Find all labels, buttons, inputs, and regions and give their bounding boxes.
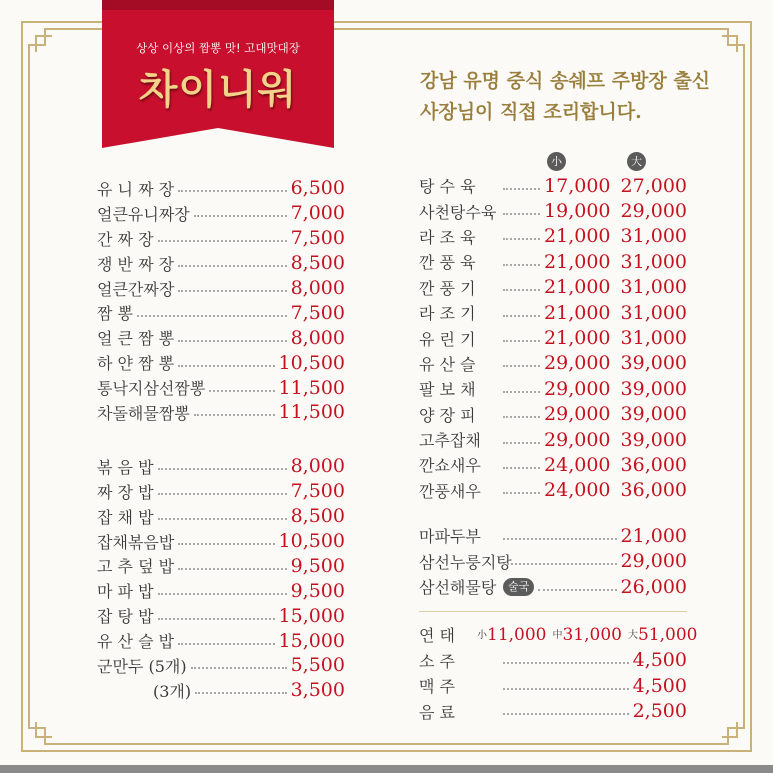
item-price: 8,000	[290, 455, 345, 478]
item-price: 6,500	[290, 177, 345, 200]
item-price: 3,500	[290, 679, 345, 702]
dot-leader	[503, 213, 540, 215]
dot-leader	[503, 340, 540, 342]
dish-item	[419, 173, 687, 198]
menu-item	[97, 678, 345, 703]
item-price: 15,000	[278, 629, 345, 652]
dot-leader	[503, 238, 540, 240]
item-price: 9,500	[290, 554, 345, 577]
dot-leader	[178, 643, 274, 645]
item-name: 통낙지삼선짬뽕	[97, 379, 206, 399]
item-price: 7,500	[290, 480, 345, 503]
dish-large-price: 39,000	[620, 428, 687, 451]
dish-item	[419, 452, 687, 477]
dish-large-price: 31,000	[620, 301, 687, 324]
item-name: 쟁 반 짜 장	[97, 254, 175, 274]
dot-leader	[194, 414, 275, 416]
menu-item	[97, 325, 345, 350]
dot-leader	[503, 264, 540, 266]
dish-small-price: 21,000	[544, 327, 611, 350]
yeontae-small-label: 小	[477, 630, 487, 642]
item-name: 고 추 덮 밥	[97, 557, 175, 577]
menu-item	[419, 648, 687, 673]
item-price: 26,000	[620, 575, 687, 598]
tagline: 상상 이상의 짬뽕 맛! 고대맛대장	[136, 41, 300, 55]
dot-leader	[191, 667, 287, 669]
intro-line-2: 사장님이 직접 조리합니다.	[420, 101, 642, 123]
size-large-badge: 大	[627, 152, 646, 171]
size-header	[419, 151, 687, 173]
menu-item	[419, 673, 687, 698]
item-name: 얼큰유니짜장	[97, 204, 190, 224]
size-small-badge: 小	[547, 152, 566, 171]
dish-large-price: 31,000	[620, 327, 687, 350]
item-price: 7,500	[290, 301, 345, 324]
menu-item	[97, 276, 345, 301]
dish-large-price: 31,000	[620, 225, 687, 248]
item-price: 11,500	[278, 376, 345, 399]
item-name: 마파두부	[419, 527, 481, 547]
dot-leader	[503, 713, 629, 715]
dish-large-price: 36,000	[620, 479, 687, 502]
dish-large-price: 31,000	[620, 276, 687, 299]
yeontae-small-price: 11,000	[487, 624, 547, 645]
menu-item	[419, 548, 687, 573]
dish-item	[419, 224, 687, 249]
menu-item	[97, 251, 345, 276]
dish-name: 깐풍새우	[419, 481, 481, 501]
right-menu	[419, 151, 698, 724]
dot-leader	[503, 315, 540, 317]
item-name: 차돌해물짬뽕	[97, 403, 190, 423]
dish-item	[419, 198, 687, 223]
dot-leader	[194, 215, 287, 217]
dish-small-price: 21,000	[544, 250, 611, 273]
dish-item	[419, 325, 687, 350]
menu-item	[97, 553, 345, 578]
item-name: 짜 장 밥	[97, 482, 154, 502]
item-name: 마 파 밥	[97, 582, 154, 602]
menu-item	[97, 176, 345, 201]
rice-list	[97, 454, 345, 703]
dish-small-price: 24,000	[544, 453, 611, 476]
yeontae-medium-price: 31,000	[562, 624, 622, 645]
menu-item	[97, 300, 345, 325]
item-name: 얼 큰 짬 뽕	[97, 329, 175, 349]
item-price: 9,500	[290, 579, 345, 602]
yeontae-medium-label: 中	[552, 630, 563, 642]
item-name: 간 짜 장	[97, 229, 154, 249]
restaurant-name: 차이니워	[138, 66, 298, 113]
dot-leader	[178, 365, 274, 367]
dot-leader	[503, 467, 540, 469]
dish-small-price: 24,000	[544, 479, 611, 502]
item-name: 짬 뽕	[97, 304, 133, 324]
special-list	[419, 523, 687, 599]
menu-item	[97, 226, 345, 251]
dot-leader	[195, 692, 286, 694]
yeontae-large-label: 大	[627, 630, 638, 642]
item-name: 잡 채 밥	[97, 507, 154, 527]
menu-item	[419, 523, 687, 548]
dot-leader	[503, 289, 540, 291]
item-price: 15,000	[278, 604, 345, 627]
dot-leader	[503, 492, 540, 494]
item-price: 5,500	[290, 654, 345, 677]
menu-item	[97, 603, 345, 628]
menu-item	[97, 375, 345, 400]
dot-leader	[158, 618, 275, 620]
dish-item	[419, 427, 687, 452]
dot-leader	[158, 493, 287, 495]
dot-leader	[158, 468, 287, 470]
dish-item	[419, 275, 687, 300]
dish-large-price: 29,000	[620, 200, 687, 223]
drink-list	[419, 648, 687, 724]
menu-item	[97, 400, 345, 425]
dish-large-price: 39,000	[620, 377, 687, 400]
item-price: 21,000	[620, 524, 687, 547]
dot-leader	[503, 538, 617, 540]
item-price: 4,500	[632, 649, 687, 672]
item-price: 8,500	[290, 505, 345, 528]
item-name: 소 주	[419, 651, 455, 671]
dish-name: 유 산 슬	[419, 354, 476, 374]
item-price: 8,000	[290, 326, 345, 349]
dish-small-price: 19,000	[544, 200, 611, 223]
dish-small-price: 29,000	[544, 403, 611, 426]
dish-small-price: 29,000	[544, 377, 611, 400]
dish-name: 팔 보 채	[419, 380, 476, 400]
item-name: 잡 탕 밥	[97, 607, 154, 627]
yeontae-large-price: 51,000	[637, 624, 698, 645]
dish-small-price: 21,000	[544, 225, 611, 248]
dot-leader	[178, 340, 287, 342]
dish-item	[419, 300, 687, 325]
dish-item	[419, 351, 687, 376]
menu-item	[419, 698, 687, 723]
item-price: 7,000	[290, 202, 345, 225]
menu-item	[97, 578, 345, 603]
dish-name: 양 장 피	[419, 405, 476, 425]
dish-small-price: 29,000	[544, 352, 611, 375]
menu-item	[97, 504, 345, 529]
dot-leader	[503, 365, 540, 367]
dish-name: 사천탕수육	[419, 202, 497, 222]
intro-line-1: 강남 유명 중식 송쉐프 주방장 출신	[420, 70, 711, 92]
ribbon	[102, 0, 334, 150]
dish-name: 라 조 육	[419, 227, 476, 247]
item-name: 유 니 짜 장	[97, 179, 175, 199]
dot-leader	[137, 315, 287, 317]
dish-small-price: 21,000	[544, 301, 611, 324]
menu-item	[97, 454, 345, 479]
item-name: 볶 음 밥	[97, 457, 154, 477]
menu-item	[97, 350, 345, 375]
dish-large-price: 31,000	[620, 250, 687, 273]
yeontae-row	[419, 622, 698, 647]
item-price: 11,500	[278, 401, 345, 424]
dish-item	[419, 402, 687, 427]
menu-item	[97, 529, 345, 554]
dot-leader	[209, 390, 274, 392]
item-name: 삼선누룽지탕	[419, 552, 512, 572]
item-name: 삼선해물탕	[419, 578, 497, 598]
dish-small-price: 21,000	[544, 276, 611, 299]
dish-name: 탕 수 육	[419, 177, 476, 197]
menu-item	[97, 653, 345, 678]
dish-name: 깐쇼새우	[419, 456, 481, 476]
item-name: 군만두 (5개)	[97, 656, 187, 676]
dish-name: 깐 풍 육	[419, 253, 476, 273]
dot-leader	[503, 688, 629, 690]
item-price: 10,500	[278, 530, 345, 553]
dish-small-price: 17,000	[544, 174, 611, 197]
dish-name: 유 린 기	[419, 329, 476, 349]
dish-item	[419, 249, 687, 274]
item-name: 맥 주	[419, 677, 455, 697]
dot-leader	[178, 543, 274, 545]
noodle-list	[97, 176, 345, 425]
menu-item	[419, 574, 687, 599]
left-menu	[97, 176, 345, 703]
dish-name: 라 조 기	[419, 304, 476, 324]
dot-leader	[178, 265, 287, 267]
dot-leader	[158, 593, 287, 595]
item-price: 4,500	[632, 674, 687, 697]
dot-leader	[158, 518, 287, 520]
menu-item	[97, 628, 345, 653]
item-name: 얼큰간짜장	[97, 279, 175, 299]
dish-large-price: 36,000	[620, 453, 687, 476]
dot-leader	[503, 391, 540, 393]
dish-name: 고추잡채	[419, 431, 481, 451]
dish-item	[419, 376, 687, 401]
intro-text	[420, 66, 720, 128]
dish-item	[419, 478, 687, 503]
divider	[419, 611, 687, 612]
item-price: 7,500	[290, 227, 345, 250]
item-name: 잡채볶음밥	[97, 532, 175, 552]
dot-leader	[503, 442, 540, 444]
dish-large-price: 27,000	[620, 174, 687, 197]
dish-large-price: 39,000	[620, 352, 687, 375]
item-badge: 술국	[503, 578, 534, 596]
dot-leader	[503, 188, 540, 190]
dish-list	[419, 173, 687, 503]
dish-large-price: 39,000	[620, 403, 687, 426]
dish-name: 깐 풍 기	[419, 278, 476, 298]
item-name: 하 얀 짬 뽕	[97, 354, 175, 374]
item-price: 2,500	[632, 700, 687, 723]
dot-leader	[178, 190, 287, 192]
item-price: 10,500	[278, 351, 345, 374]
dot-leader	[503, 416, 540, 418]
yeontae-name: 연 태	[419, 626, 455, 646]
item-price: 29,000	[620, 550, 687, 573]
item-price: 8,500	[290, 252, 345, 275]
dot-leader	[158, 240, 287, 242]
dish-small-price: 29,000	[544, 428, 611, 451]
item-name: 유 산 슬 밥	[97, 632, 175, 652]
menu-item	[97, 479, 345, 504]
dot-leader	[178, 290, 286, 292]
dot-leader	[538, 589, 616, 591]
menu-item	[97, 201, 345, 226]
dot-leader	[503, 662, 629, 664]
bottom-bar	[0, 765, 773, 773]
item-price: 8,000	[290, 277, 345, 299]
item-name: (3개)	[153, 681, 192, 701]
dot-leader	[503, 563, 617, 565]
dot-leader	[178, 568, 287, 570]
item-name: 음 료	[419, 702, 455, 722]
